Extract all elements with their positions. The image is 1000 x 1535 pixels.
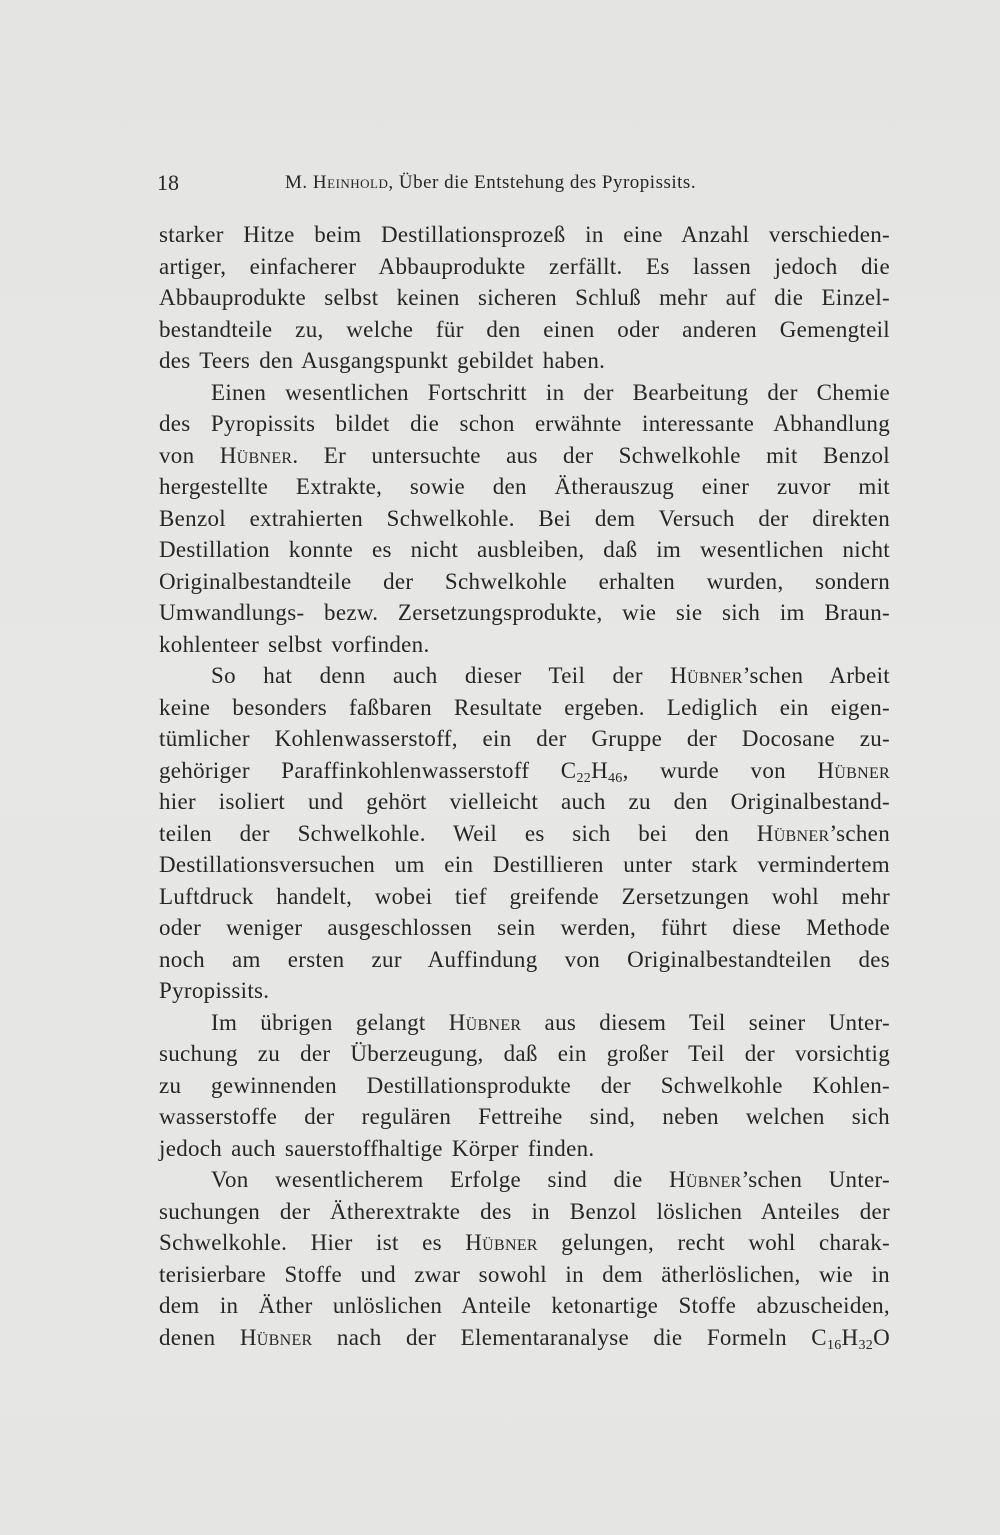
text-line: bestandteile zu, welche für den einen oder anderen Gemengteil (159, 316, 890, 342)
text-line: Schwelkohle. Hier ist es Hübner gelungen, recht wohl charak- (159, 1230, 890, 1255)
author-initial: M. (285, 172, 308, 193)
text-line: des Pyropissits bildet die schon erwähnte interessante Abhandlung (159, 411, 890, 436)
text-line: artiger, einfacherer Abbauprodukte zerfällt. Es lassen jedoch die (159, 253, 890, 279)
text-line: hier isoliert und gehört vielleicht auch zu den Originalbestand- (159, 789, 890, 814)
text-line: Umwandlungs- bezw. Zersetzungsprodukte, wie sie sich im Braun- (159, 600, 890, 625)
text-line: Einen wesentlichen Fortschritt in der Bearbeitung der Chemie (211, 379, 890, 405)
text-line: hergestellte Extrakte, sowie den Ätherauszug einer zuvor mit (159, 474, 890, 499)
text-line: suchungen der Ätherextrakte des in Benzol löslichen Anteiles der (159, 1198, 890, 1224)
text-line: keine besonders faßbaren Resultate ergeben. Lediglich ein eigen- (159, 694, 890, 720)
page-number: 18 (157, 170, 179, 195)
text-line: Abbauprodukte selbst keinen sicheren Schluß mehr auf die Einzel- (159, 285, 890, 310)
text-line: starker Hitze beim Destillationsprozeß in eine Anzahl verschieden- (159, 222, 890, 247)
text-line: teilen der Schwelkohle. Weil es sich bei den Hübner’schen (159, 820, 890, 846)
running-head (285, 172, 696, 194)
text-line formula-line: denen Hübner nach der Elementaranalyse die Formeln $C_{16}H_{32}O$ (159, 1324, 890, 1353)
body-text (159, 219, 890, 1353)
text-line: So hat denn auch dieser Teil der Hübner’schen Arbeit (211, 663, 890, 688)
text-line: Pyropissits. (159, 978, 270, 1003)
text-line: zu gewinnenden Destillationsprodukte der Schwelkohle Kohlen- (159, 1072, 890, 1098)
text-line: des Teers den Ausgangspunkt gebildet haben. (159, 348, 606, 373)
text-line: tümlicher Kohlenwasserstoff, ein der Gruppe der Docosane zu- (159, 726, 890, 751)
text-line: Destillationsversuchen um ein Destillieren unter stark vermindertem (159, 852, 890, 877)
text-line: Destillation konnte es nicht ausbleiben, daß im wesentlichen nicht (159, 537, 890, 562)
text-line: terisierbare Stoffe und zwar sowohl in dem ätherlöslichen, wie in (159, 1261, 890, 1287)
text-line: von Hübner. Er untersuchte aus der Schwelkohle mit Benzol (159, 442, 891, 468)
text-line: kohlenteer selbst vorfinden. (159, 631, 430, 657)
text-line: Benzol extrahierten Schwelkohle. Bei dem Versuch der direkten (159, 505, 890, 531)
text-line: Luftdruck handelt, wobei tief greifende Zersetzungen wohl mehr (159, 883, 890, 909)
author-name: Heinhold (312, 172, 389, 193)
text-line: jedoch auch sauerstoffhaltige Körper finden. (159, 1135, 595, 1161)
running-title: , Über die Entstehung des Pyropissits. (388, 172, 697, 193)
text-line: dem in Äther unlöslichen Anteile ketonartige Stoffe abzuscheiden, (159, 1293, 890, 1318)
text-line formula-line: gehöriger Paraffinkohlenwasserstoff $C_{22}H_{46}$, wurde von Hübner (159, 757, 891, 786)
text-line: Von wesentlicherem Erfolge sind die Hübner’schen Unter- (211, 1167, 890, 1192)
text-line: wasserstoffe der regulären Fettreihe sind, neben welchen sich (159, 1104, 890, 1129)
text-line: suchung zu der Überzeugung, daß ein großer Teil der vorsichtig (159, 1041, 890, 1066)
text-line: Im übrigen gelangt Hübner aus diesem Teil seiner Unter- (211, 1009, 890, 1035)
page-header (157, 170, 890, 200)
text-line: Originalbestandteile der Schwelkohle erhalten wurden, sondern (159, 568, 890, 594)
text-line: oder weniger ausgeschlossen sein werden, führt diese Methode (159, 915, 890, 940)
text-line: noch am ersten zur Auffindung von Originalbestandteilen des (159, 946, 890, 972)
